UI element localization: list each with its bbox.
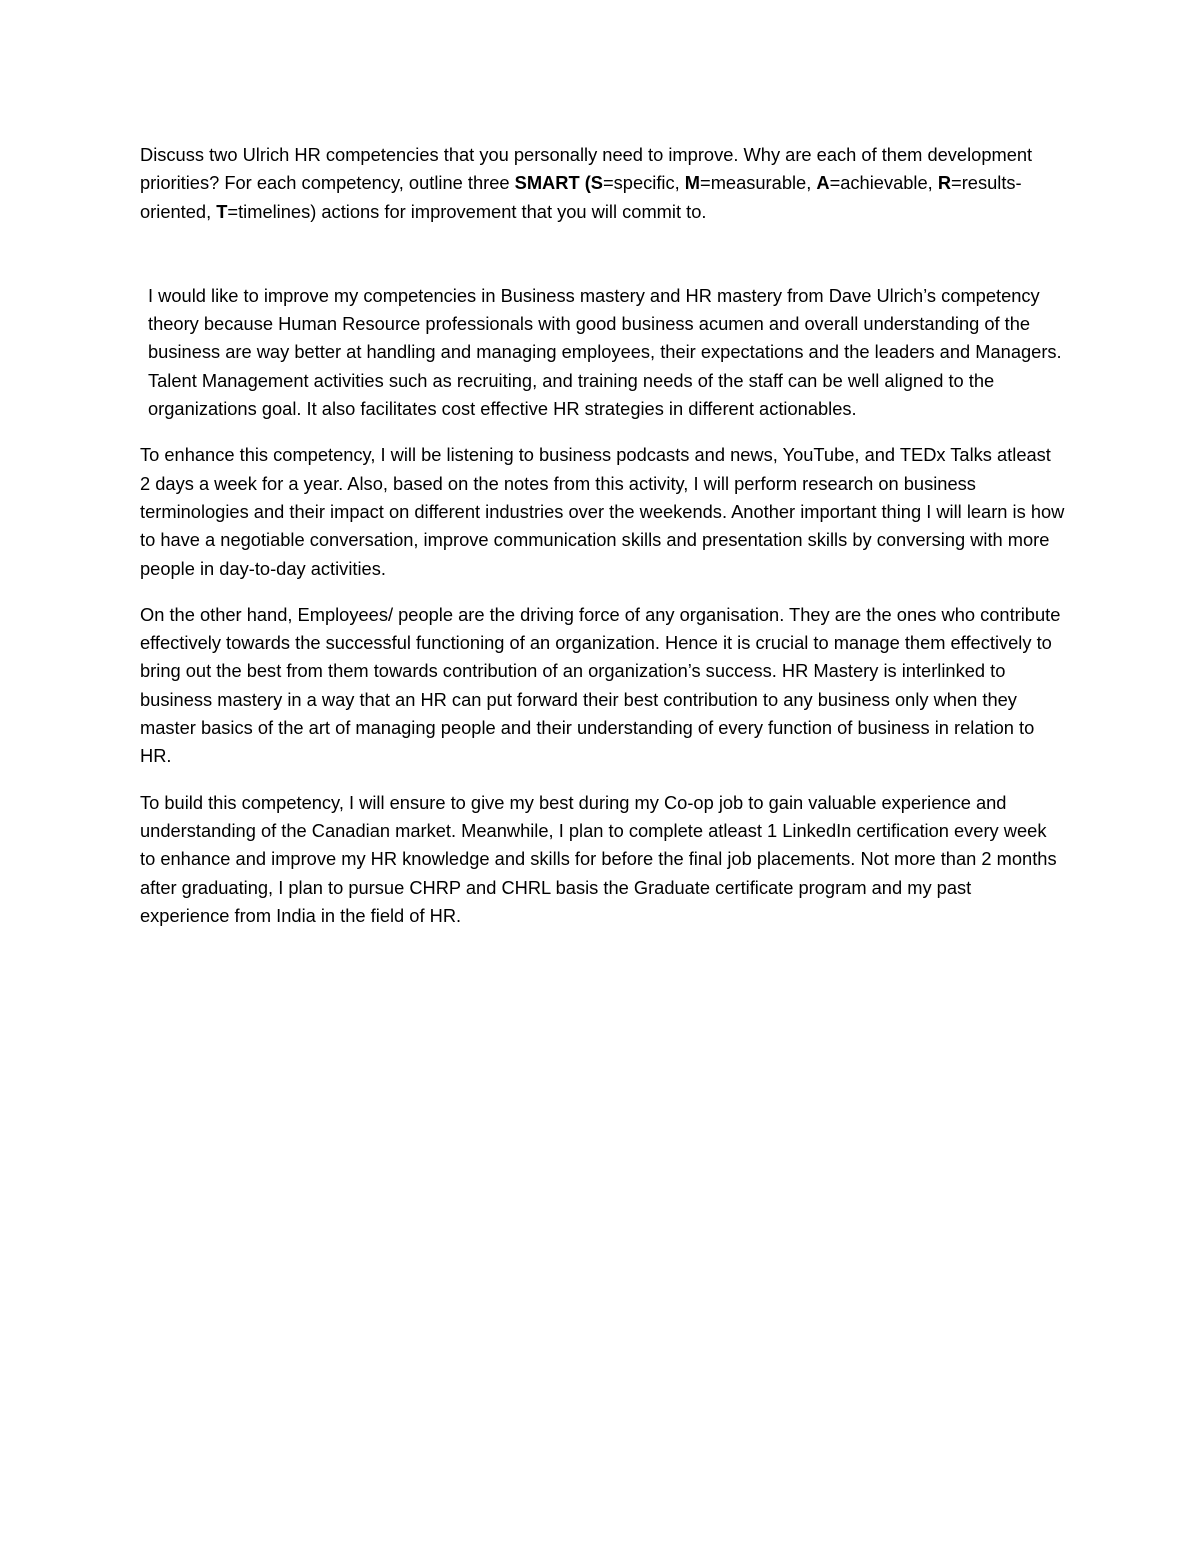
- prompt-text: =achievable,: [829, 172, 938, 194]
- prompt-text: =measurable,: [700, 172, 817, 194]
- document-page: [140, 141, 1065, 948]
- prompt-bold-smart: SMART (S: [514, 172, 603, 194]
- prompt-bold-t: T: [216, 200, 228, 222]
- answer-paragraph-hr-mastery-actions: To build this competency, I will ensure to give my best during my Co-op job to gain valuable experience and understanding of the Canadian market. Meanwhile, I plan to complete atleast 1 LinkedIn certification every week to enhance and improve my HR knowledge and skills for before the final job placements. Not more than 2 months after graduating, I plan to pursue CHRP and CHRL basis the Graduate certificate program and my past experience from India in the field of HR.: [140, 791, 1057, 926]
- prompt-text: =results-oriented,: [140, 172, 1022, 222]
- prompt-text: =timelines) actions for improvement that you will commit to.: [227, 200, 707, 222]
- prompt-bold-a: A: [816, 172, 830, 194]
- prompt-text: =specific,: [602, 172, 685, 194]
- answer-paragraph-intro: I would like to improve my competencies in Business mastery and HR mastery from Dave Ulrich’s competency theory because Human Resource professionals with good business acumen and overall understanding of the business are way better at handling and managing employees, their expectations and the leaders and Managers. Talent Management activities such as recruiting, and training needs of the staff can be well aligned to the organizations goal. It also facilitates cost effective HR strategies in different actionables.: [148, 284, 1062, 420]
- prompt-bold-m: M: [684, 172, 701, 194]
- prompt-bold-r: R: [937, 172, 952, 194]
- answer-paragraph-business-mastery-actions: To enhance this competency, I will be listening to business podcasts and news, YouTube, and TEDx Talks atleast 2 days a week for a year. Also, based on the notes from this activity, I will perform research on business terminologies and their impact on different industries over the weekends. Another important thing I will learn is how to have a negotiable conversation, improve communication skills and presentation skills by conversing with more people in day-to-day activities.: [140, 444, 1065, 579]
- answer-paragraph-hr-mastery: On the other hand, Employees/ people are the driving force of any organisation. They are the ones who contribute effectively towards the successful functioning of an organization. Hence it is crucial to manage them effectively to bring out the best from them towards contribution of an organization’s success. HR Mastery is interlinked to business mastery in a way that an HR can put forward their best contribution to any business only when they master basics of the art of managing people and their understanding of every function of business in relation to HR.: [140, 603, 1061, 767]
- prompt-text: Discuss two Ulrich HR competencies that you personally need to improve. Why are each of them development priorities? For each competency, outline three: [140, 144, 1033, 194]
- assignment-prompt: [140, 141, 1065, 226]
